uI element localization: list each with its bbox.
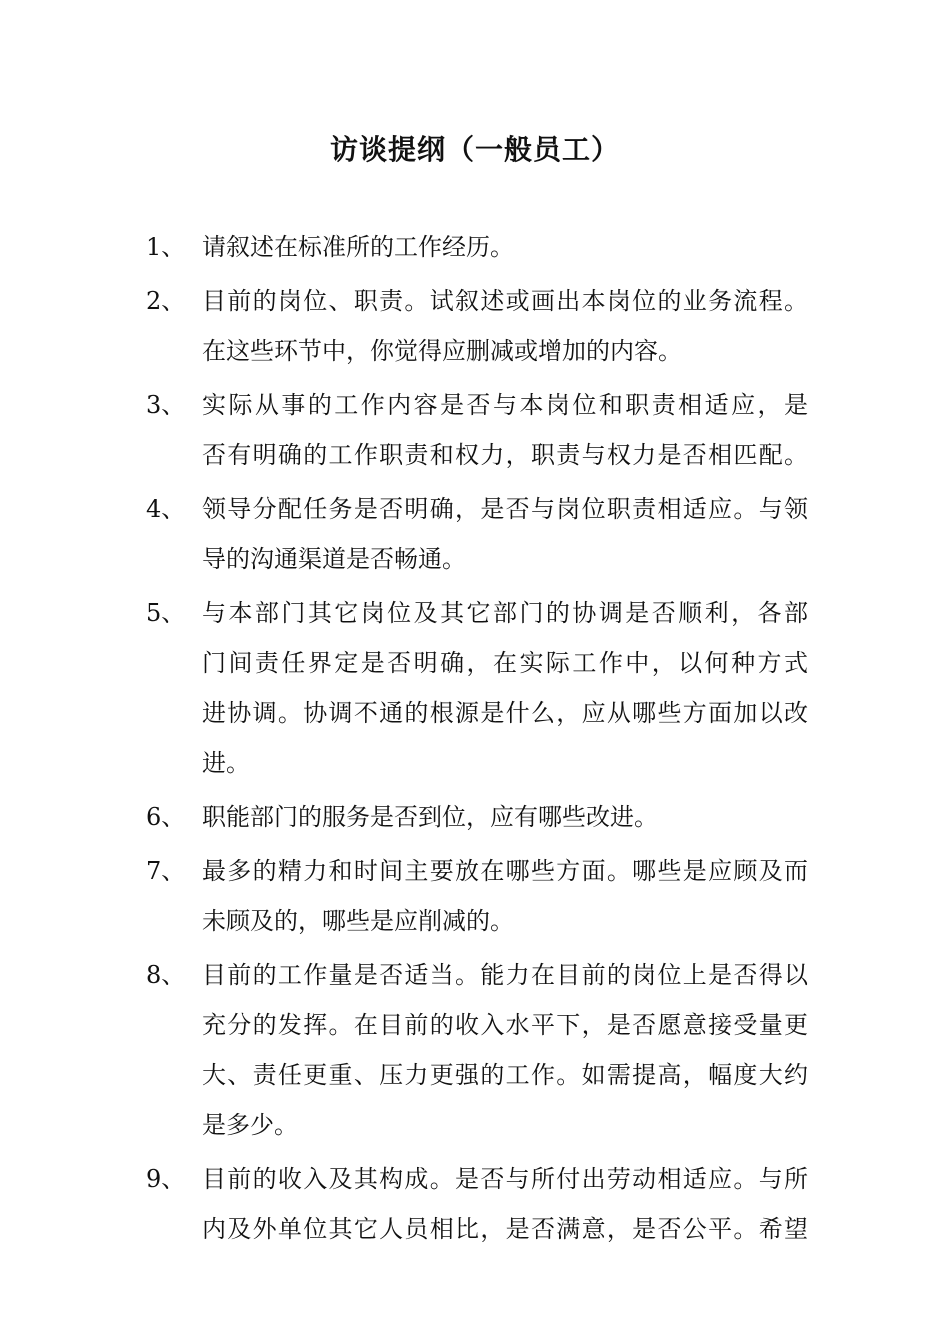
item-line: 最多的精力和时间主要放在哪些方面。哪些是应顾及而 [202,857,808,885]
item-line: 目前的岗位、职责。试叙述或画出本岗位的业务流程。 [202,287,808,315]
item-number: 2、 [146,287,186,315]
list-item [146,1154,826,1254]
list-item [146,846,826,946]
item-line: 导的沟通渠道是否畅通。 [202,545,466,573]
item-text [202,792,808,842]
item-number: 9、 [146,1165,186,1193]
item-text [202,1154,808,1254]
item-line: 未顾及的，哪些是应削减的。 [202,907,514,935]
item-line: 内及外单位其它人员相比，是否满意，是否公平。希望 [202,1215,808,1243]
list-item [146,276,826,376]
list-item [146,484,826,584]
item-line: 领导分配任务是否明确，是否与岗位职责相适应。与领 [202,495,808,523]
question-list [146,222,826,1258]
item-line: 目前的工作量是否适当。能力在目前的岗位上是否得以 [202,961,808,989]
item-line: 门间责任界定是否明确，在实际工作中，以何种方式 [202,649,808,677]
item-number: 5、 [146,599,186,627]
item-number: 7、 [146,857,186,885]
list-item [146,222,826,272]
item-text [202,276,808,376]
document-title: 访谈提纲（一般员工） [329,133,620,166]
item-line: 与本部门其它岗位及其它部门的协调是否顺利，各部 [202,599,808,627]
item-line: 大、责任更重、压力更强的工作。如需提高，幅度大约 [202,1061,808,1089]
item-line: 在这些环节中，你觉得应删减或增加的内容。 [202,337,682,365]
list-item [146,792,826,842]
item-line: 充分的发挥。在目前的收入水平下，是否愿意接受量更 [202,1011,808,1039]
item-line: 实际从事的工作内容是否与本岗位和职责相适应，是 [202,391,808,419]
item-line: 否有明确的工作职责和权力，职责与权力是否相匹配。 [202,441,808,469]
item-line: 是多少。 [202,1111,298,1139]
item-number: 6、 [146,803,186,831]
item-text [202,222,808,272]
item-number: 8、 [146,961,186,989]
item-text [202,484,808,584]
item-number: 4、 [146,495,186,523]
item-line: 进协调。协调不通的根源是什么，应从哪些方面加以改 [202,699,808,727]
list-item [146,380,826,480]
item-line: 进。 [202,749,250,777]
item-line: 请叙述在标准所的工作经历。 [202,233,514,261]
item-line: 目前的收入及其构成。是否与所付出劳动相适应。与所 [202,1165,808,1193]
list-item [146,950,826,1150]
item-text [202,380,808,480]
item-number: 3、 [146,391,186,419]
item-line: 职能部门的服务是否到位，应有哪些改进。 [202,803,658,831]
item-text [202,588,808,788]
list-item [146,588,826,788]
item-text [202,950,808,1150]
item-text [202,846,808,946]
item-number: 1、 [146,233,186,261]
